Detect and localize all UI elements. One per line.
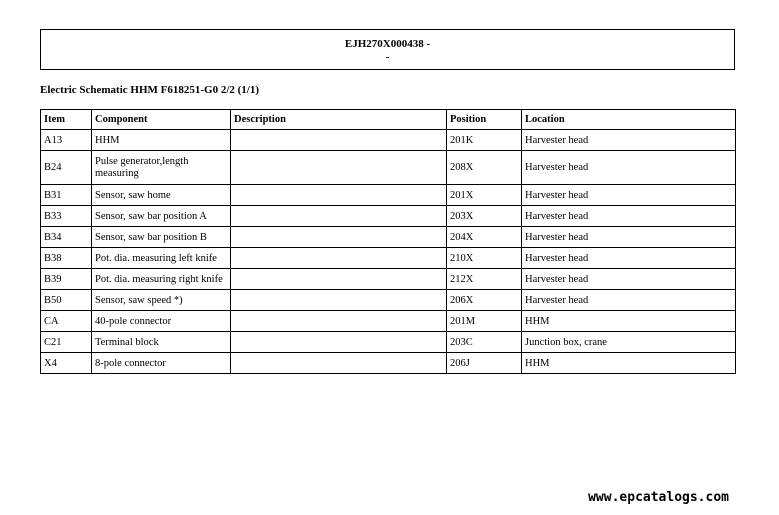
- cell-description: [231, 290, 447, 311]
- cell-location: HHM: [522, 353, 736, 374]
- table-row: [41, 290, 736, 311]
- cell-position: 208X: [447, 151, 522, 185]
- table-row: [41, 206, 736, 227]
- column-header-description: Description: [231, 110, 447, 130]
- column-header-location: Location: [522, 110, 736, 130]
- cell-location: Harvester head: [522, 185, 736, 206]
- cell-position: 210X: [447, 248, 522, 269]
- cell-component: 8-pole connector: [92, 353, 231, 374]
- table-row: [41, 332, 736, 353]
- cell-location: HHM: [522, 311, 736, 332]
- cell-item: B50: [41, 290, 92, 311]
- cell-description: [231, 227, 447, 248]
- cell-position: 204X: [447, 227, 522, 248]
- cell-position: 206J: [447, 353, 522, 374]
- cell-component: Sensor, saw bar position B: [92, 227, 231, 248]
- table-row: [41, 311, 736, 332]
- cell-position: 206X: [447, 290, 522, 311]
- cell-description: [231, 269, 447, 290]
- site-watermark: www.epcatalogs.com: [588, 490, 729, 505]
- cell-location: Harvester head: [522, 269, 736, 290]
- cell-item: B38: [41, 248, 92, 269]
- cell-item: CA: [41, 311, 92, 332]
- table-row: [41, 130, 736, 151]
- document-header-box: [40, 29, 735, 70]
- cell-location: Harvester head: [522, 130, 736, 151]
- column-header-position: Position: [447, 110, 522, 130]
- cell-location: Junction box, crane: [522, 332, 736, 353]
- cell-position: 203X: [447, 206, 522, 227]
- cell-position: 203C: [447, 332, 522, 353]
- cell-location: Harvester head: [522, 151, 736, 185]
- cell-component: HHM: [92, 130, 231, 151]
- cell-location: Harvester head: [522, 227, 736, 248]
- table-header-row: [41, 110, 736, 130]
- cell-component: 40-pole connector: [92, 311, 231, 332]
- cell-location: Harvester head: [522, 206, 736, 227]
- cell-component: Sensor, saw speed *): [92, 290, 231, 311]
- cell-description: [231, 311, 447, 332]
- cell-description: [231, 332, 447, 353]
- cell-description: [231, 185, 447, 206]
- table-row: [41, 353, 736, 374]
- cell-item: B33: [41, 206, 92, 227]
- cell-component: Sensor, saw home: [92, 185, 231, 206]
- cell-location: Harvester head: [522, 248, 736, 269]
- column-header-item: Item: [41, 110, 92, 130]
- cell-item: B31: [41, 185, 92, 206]
- cell-item: C21: [41, 332, 92, 353]
- cell-position: 201K: [447, 130, 522, 151]
- table-row: [41, 185, 736, 206]
- cell-position: 201X: [447, 185, 522, 206]
- cell-item: X4: [41, 353, 92, 374]
- cell-location: Harvester head: [522, 290, 736, 311]
- cell-description: [231, 206, 447, 227]
- document-id: EJH270X000438 -: [344, 38, 431, 50]
- cell-component: Pot. dia. measuring left knife: [92, 248, 231, 269]
- cell-description: [231, 151, 447, 185]
- cell-description: [231, 248, 447, 269]
- cell-component: Terminal block: [92, 332, 231, 353]
- cell-item: B24: [41, 151, 92, 185]
- cell-component: Sensor, saw bar position A: [92, 206, 231, 227]
- cell-position: 212X: [447, 269, 522, 290]
- cell-component: Pulse generator,length measuring: [92, 151, 231, 185]
- component-table: [40, 109, 736, 374]
- cell-item: A13: [41, 130, 92, 151]
- table-row: [41, 269, 736, 290]
- cell-item: B39: [41, 269, 92, 290]
- cell-component: Pot. dia. measuring right knife: [92, 269, 231, 290]
- cell-description: [231, 353, 447, 374]
- table-row: [41, 248, 736, 269]
- table-row: [41, 151, 736, 185]
- table-row: [41, 227, 736, 248]
- cell-item: B34: [41, 227, 92, 248]
- schematic-title: Electric Schematic HHM F618251-G0 2/2 (1/1): [40, 84, 260, 96]
- column-header-component: Component: [92, 110, 231, 130]
- cell-description: [231, 130, 447, 151]
- document-subline: -: [385, 51, 390, 63]
- cell-position: 201M: [447, 311, 522, 332]
